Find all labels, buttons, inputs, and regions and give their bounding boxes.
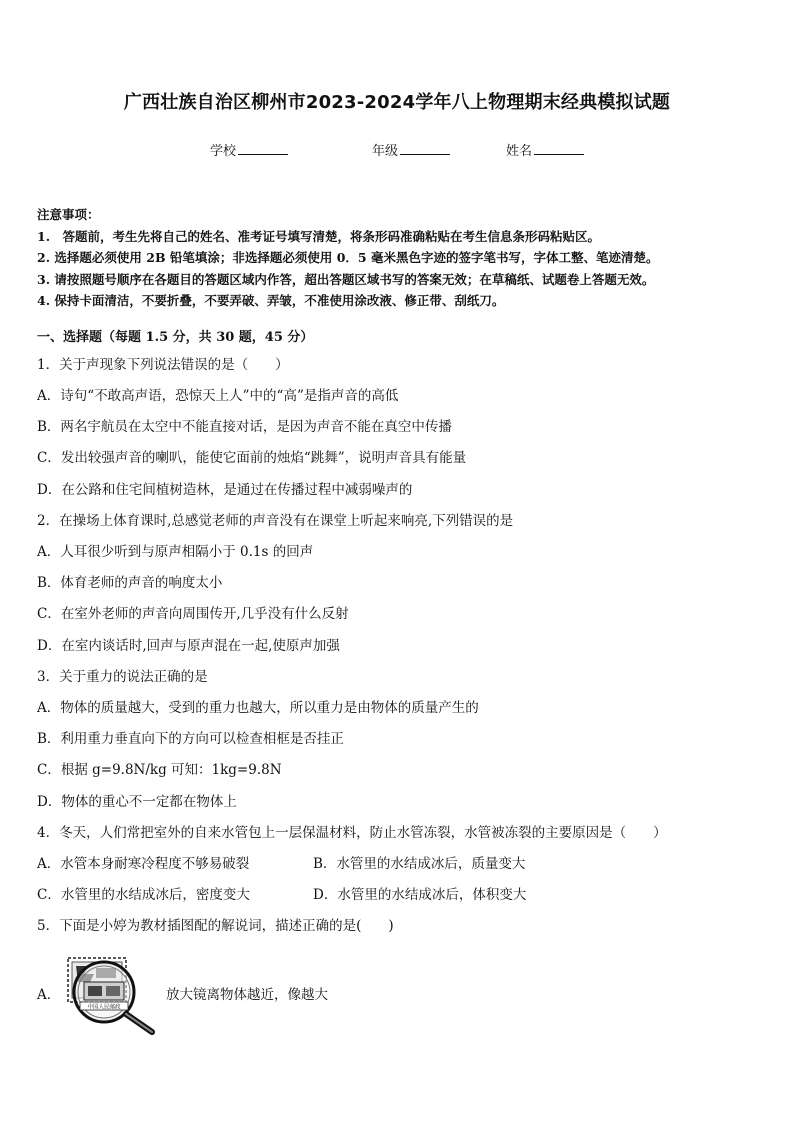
question-5-option-a-label[interactable]: A．: [37, 987, 61, 1003]
notice-block: [37, 204, 767, 312]
question-2-option-c[interactable]: C．在室外老师的声音向周围传开,几乎没有什么反射: [37, 606, 349, 622]
question-2-option-a[interactable]: A．人耳很少听到与原声相隔小于 0.1s 的回声: [37, 544, 314, 560]
school-field[interactable]: [210, 140, 288, 159]
question-2-option-d[interactable]: D．在室内谈话时,回声与原声混在一起,使原声加强: [37, 638, 340, 654]
question-4-option-d[interactable]: D．水管里的水结成冰后，体积变大: [313, 887, 527, 903]
question-5-stem: 5．下面是小婷为教材插图配的解说词，描述正确的是( ): [37, 918, 394, 934]
question-1-option-b[interactable]: B．两名宇航员在太空中不能直接对话，是因为声音不能在真空中传播: [37, 419, 452, 435]
name-label: 姓名: [506, 144, 533, 159]
grade-field[interactable]: [372, 140, 450, 159]
notice-heading: 注意事项：: [37, 207, 100, 222]
question-3-stem: 3．关于重力的说法正确的是: [37, 669, 208, 685]
question-4-stem: 4．冬天，人们常把室外的自来水管包上一层保温材料，防止水管冻裂，水管被冻裂的主要原因是（ ）: [37, 825, 667, 841]
question-1-stem: 1．关于声现象下列说法错误的是（ ）: [37, 357, 289, 373]
school-label: 学校: [210, 144, 237, 159]
question-5-option-a-text: 放大镜离物体越近，像越大: [166, 987, 328, 1003]
notice-item-4: 4. 保持卡面清洁，不要折叠，不要弄破、弄皱，不准使用涂改液、修正带、刮纸刀。: [37, 293, 505, 308]
notice-item-2: 2. 选择题必须使用 2B 铅笔填涂；非选择题必须使用 0．5 毫米黑色字迹的签字笔书写，字体工整、笔迹清楚。: [37, 250, 659, 265]
stamp-caption: 中国人民邮政: [87, 1004, 121, 1011]
question-1-option-c[interactable]: C．发出较强声音的喇叭，能使它面前的烛焰“跳舞”，说明声音具有能量: [37, 450, 467, 466]
grade-label: 年级: [372, 144, 399, 159]
question-3-option-b[interactable]: B．利用重力垂直向下的方向可以检查相框是否挂正: [37, 731, 344, 747]
question-2-stem: 2．在操场上体育课时,总感觉老师的声音没有在课堂上听起来响亮,下列错误的是: [37, 513, 514, 529]
question-4-option-a[interactable]: A．水管本身耐寒冷程度不够易破裂: [37, 856, 250, 872]
question-4-option-b[interactable]: B．水管里的水结成冰后，质量变大: [313, 856, 526, 872]
exam-title: 广西壮族自治区柳州市2023-2024学年八上物理期末经典模拟试题: [123, 92, 671, 113]
notice-item-3: 3. 请按照题号顺序在各题目的答题区域内作答，超出答题区域书写的答案无效；在草稿纸、试题卷上答题无效。: [37, 271, 655, 287]
section-heading: 一、选择题（每题 1.5 分，共 30 题，45 分）: [37, 330, 314, 345]
name-field[interactable]: [506, 140, 584, 159]
magnifier-stamp-illustration: [60, 952, 160, 1036]
name-blank[interactable]: [534, 142, 584, 155]
question-3-option-a[interactable]: A．物体的质量越大，受到的重力也越大，所以重力是由物体的质量产生的: [37, 700, 479, 716]
question-3-option-d[interactable]: D．物体的重心不一定都在物体上: [37, 794, 237, 810]
question-1-option-d[interactable]: D．在公路和住宅间植树造林，是通过在传播过程中减弱噪声的: [37, 482, 413, 498]
question-1-option-a[interactable]: A．诗句“不敢高声语，恐惊天上人”中的“高”是指声音的高低: [37, 388, 399, 404]
school-blank[interactable]: [238, 142, 288, 155]
question-2-option-b[interactable]: B．体育老师的声音的响度太小: [37, 575, 223, 591]
question-3-option-c[interactable]: C．根据 g=9.8N/kg 可知：1kg=9.8N: [37, 762, 282, 778]
student-info-row: [0, 140, 794, 160]
grade-blank[interactable]: [400, 142, 450, 155]
notice-item-1: 1. 答题前，考生先将自己的姓名、准考证号填写清楚，将条形码准确粘贴在考生信息条形码粘贴区。: [37, 228, 601, 244]
question-4-option-c[interactable]: C．水管里的水结成冰后，密度变大: [37, 887, 250, 903]
